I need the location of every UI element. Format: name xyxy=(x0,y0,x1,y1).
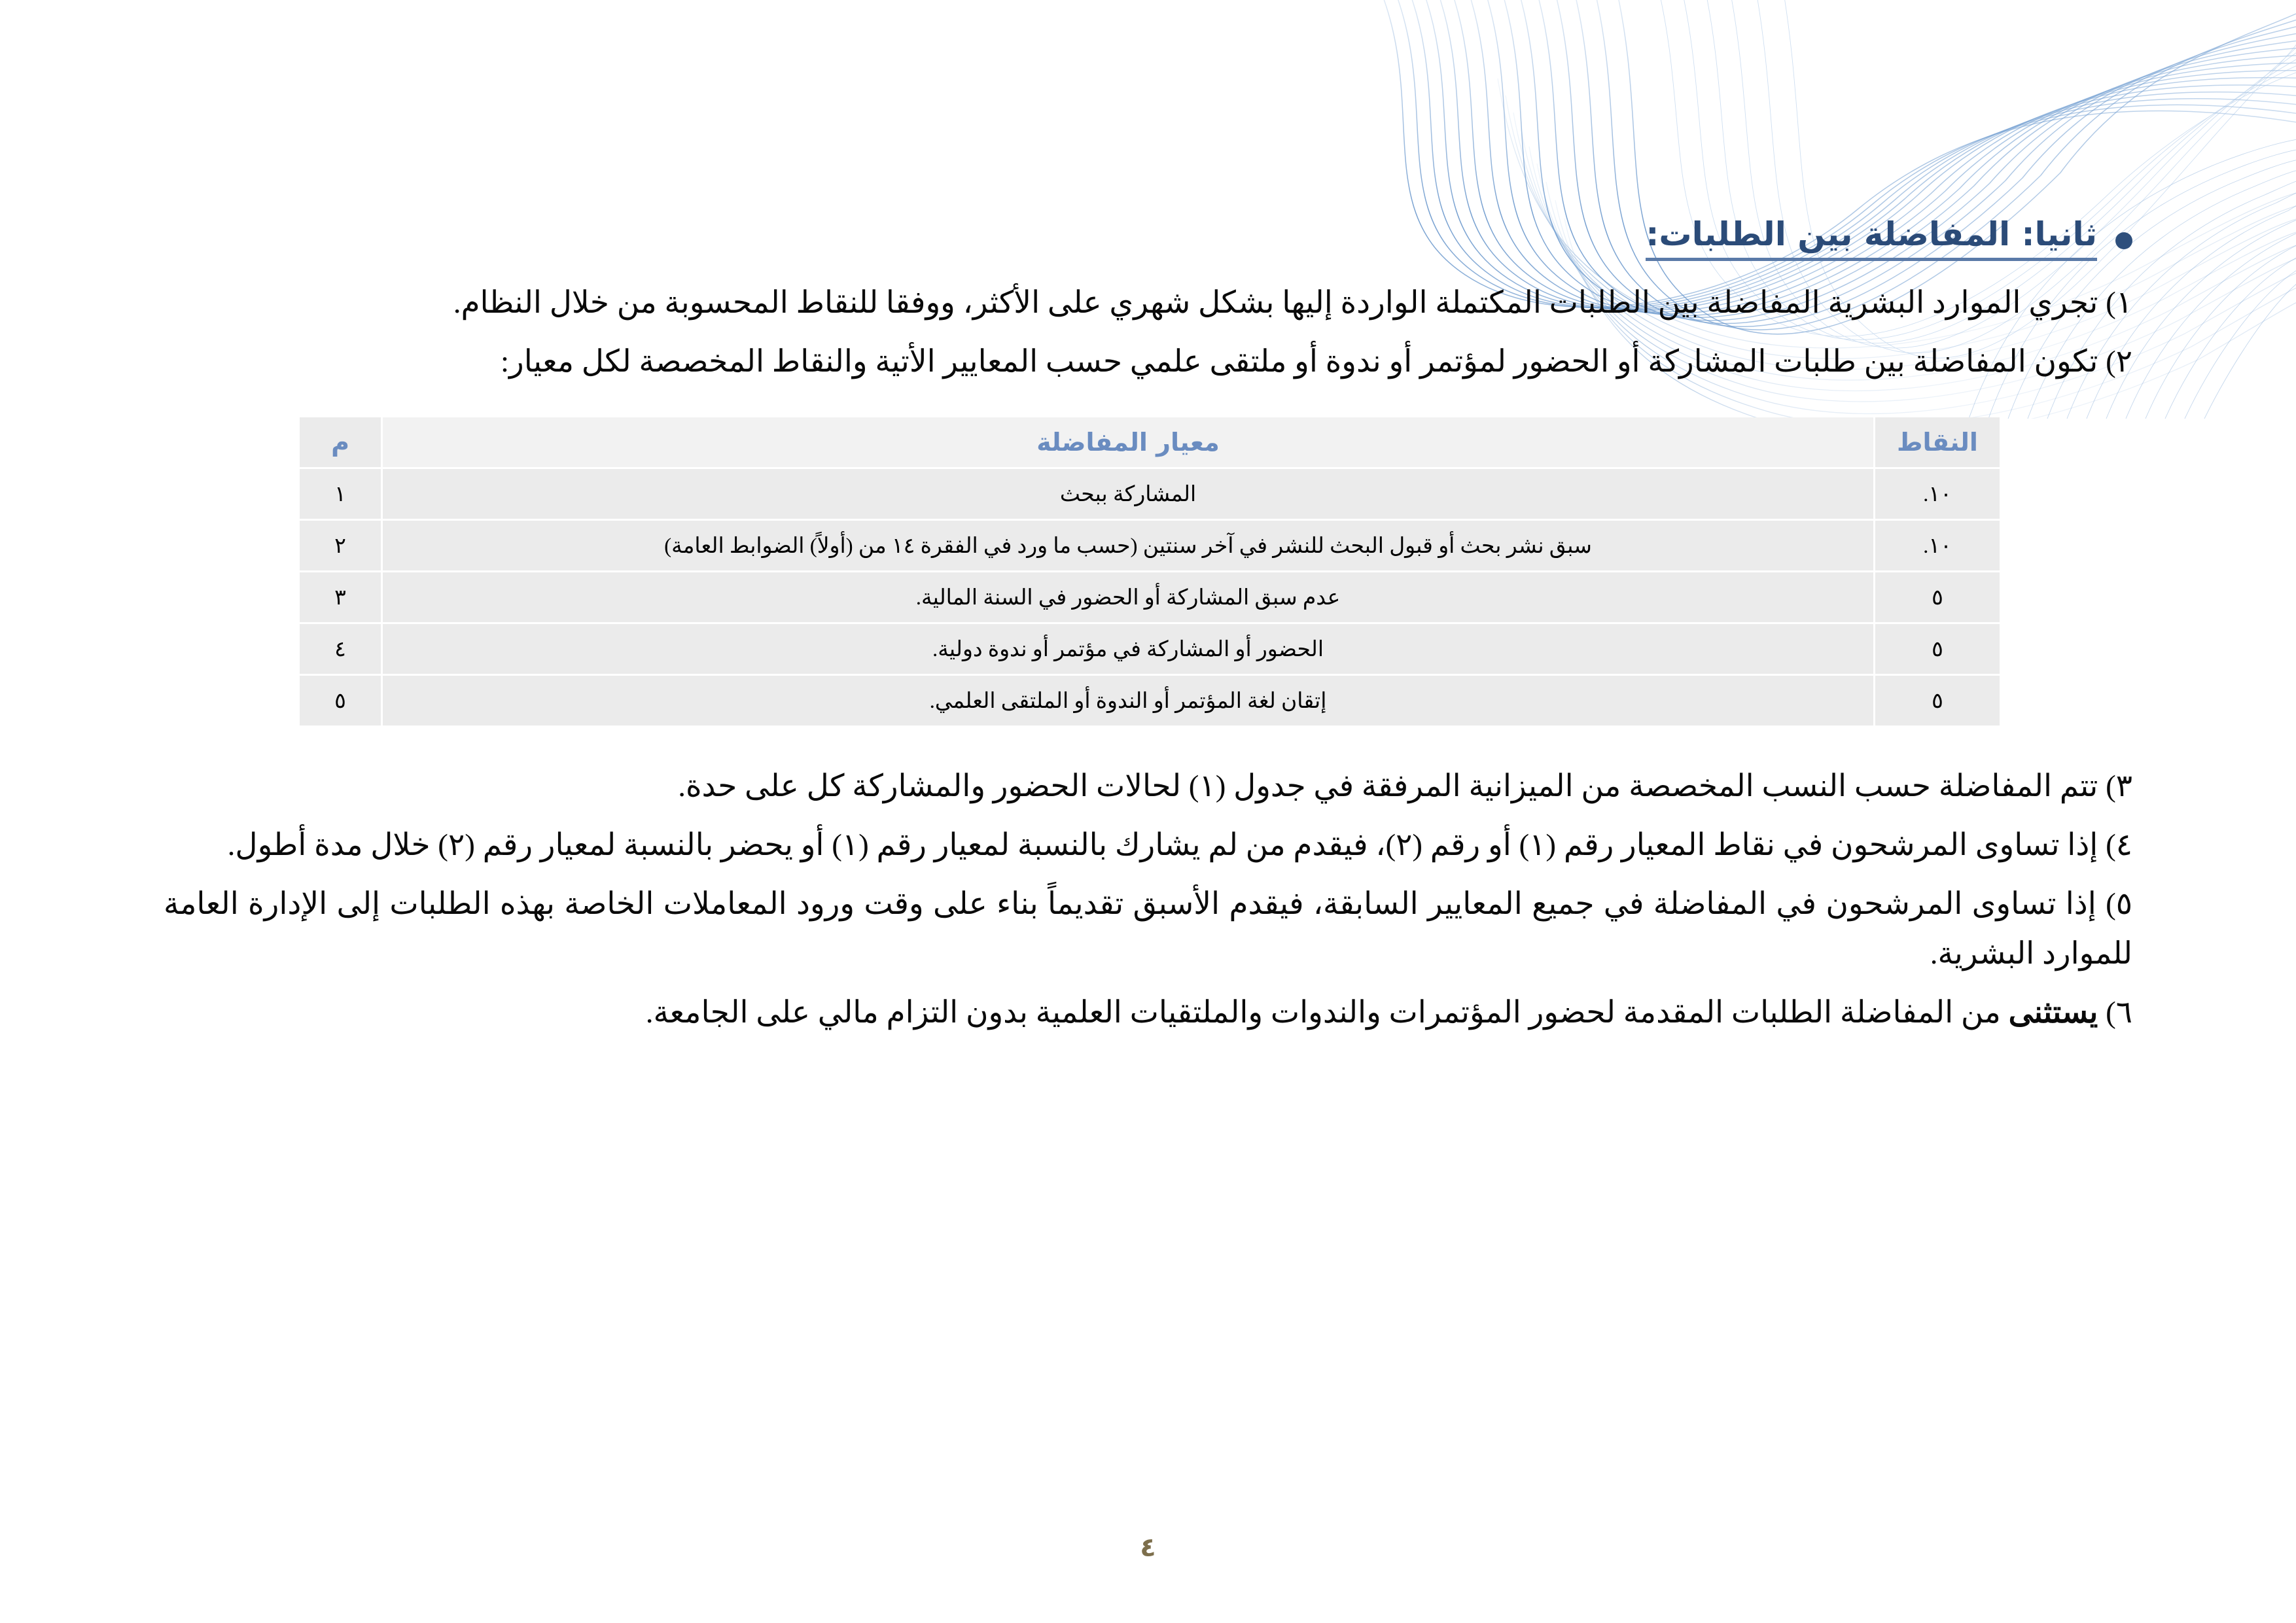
cell-points: ٥ xyxy=(1875,572,2000,622)
cell-number: ٥ xyxy=(300,676,381,725)
paragraph-6-prefix: ٦) xyxy=(2098,996,2132,1030)
cell-number: ٣ xyxy=(300,572,381,622)
content-column xyxy=(164,216,2132,1047)
table-row xyxy=(300,469,2000,519)
paragraph-6 xyxy=(164,988,2132,1038)
cell-points: ١٠. xyxy=(1875,469,2000,519)
cell-criterion: عدم سبق المشاركة أو الحضور في السنة المالية. xyxy=(383,572,1873,622)
table-row xyxy=(300,572,2000,622)
paragraph-2: ٢) تكون المفاضلة بين طلبات المشاركة أو الحضور لمؤتمر أو ندوة أو ملتقى علمي حسب المعايير الأتية والنقاط المخصصة لكل معيار: xyxy=(500,344,2132,379)
cell-criterion: المشاركة ببحث xyxy=(383,469,1873,519)
paragraph-5: ٥) إذا تساوى المرشحون في المفاضلة في جميع المعايير السابقة، فيقدم الأسبق تقديماً بناء على وقت ورود المعاملات الخاصة بهذه الطلبات إلى الإدارة العامة للموارد البشرية. xyxy=(164,887,2132,971)
cell-criterion: إتقان لغة المؤتمر أو الندوة أو الملتقى العلمي. xyxy=(383,676,1873,725)
table-row xyxy=(300,624,2000,674)
cell-criterion: سبق نشر بحث أو قبول البحث للنشر في آخر سنتين (حسب ما ورد في الفقرة ١٤ من (أولاً) الضوابط العامة) xyxy=(383,521,1873,570)
cell-number: ١ xyxy=(300,469,381,519)
table-row xyxy=(300,521,2000,570)
column-header-criterion: معيار المفاضلة xyxy=(383,417,1873,467)
paragraph-3: ٣) تتم المفاضلة حسب النسب المخصصة من الميزانية المرفقة في جدول (١) لحالات الحضور والمشاركة كل على حدة. xyxy=(678,769,2132,803)
paragraph-6-rest: من المفاضلة الطلبات المقدمة لحضور المؤتمرات والندوات والملتقيات العلمية بدون التزام مالي على الجامعة. xyxy=(645,996,2009,1030)
page-title: ثانيا: المفاضلة بين الطلبات: xyxy=(1646,216,2097,261)
section-heading xyxy=(164,216,2132,261)
table-row xyxy=(300,676,2000,725)
bullet-dot-icon xyxy=(2115,232,2132,249)
paragraph-6-emphasis: يستثنى xyxy=(2008,996,2098,1030)
cell-criterion: الحضور أو المشاركة في مؤتمر أو ندوة دولية. xyxy=(383,624,1873,674)
cell-number: ٢ xyxy=(300,521,381,570)
page-number: ٤ xyxy=(1140,1533,1156,1563)
cell-points: ٥ xyxy=(1875,676,2000,725)
table-body xyxy=(300,469,2000,725)
paragraph-1: ١) تجري الموارد البشرية المفاضلة بين الطلبات المكتملة الواردة إليها بشكل شهري على الأكثر، ووفقا للنقاط المحسوبة من خلال النظام. xyxy=(453,285,2132,320)
cell-points: ٥ xyxy=(1875,624,2000,674)
paragraph-4: ٤) إذا تساوى المرشحون في نقاط المعيار رقم (١) أو رقم (٢)، فيقدم من لم يشارك بالنسبة لمعيار رقم (١) أو يحضر بالنسبة لمعيار رقم (٢) خلال مدة أطول. xyxy=(227,828,2132,862)
cell-points: ١٠. xyxy=(1875,521,2000,570)
table-header-row xyxy=(300,417,2000,467)
column-header-number: م xyxy=(300,417,381,467)
column-header-points: النقاط xyxy=(1875,417,2000,467)
cell-number: ٤ xyxy=(300,624,381,674)
table-header xyxy=(300,417,2000,467)
criteria-table-container xyxy=(164,415,2132,727)
criteria-table xyxy=(298,415,2002,727)
